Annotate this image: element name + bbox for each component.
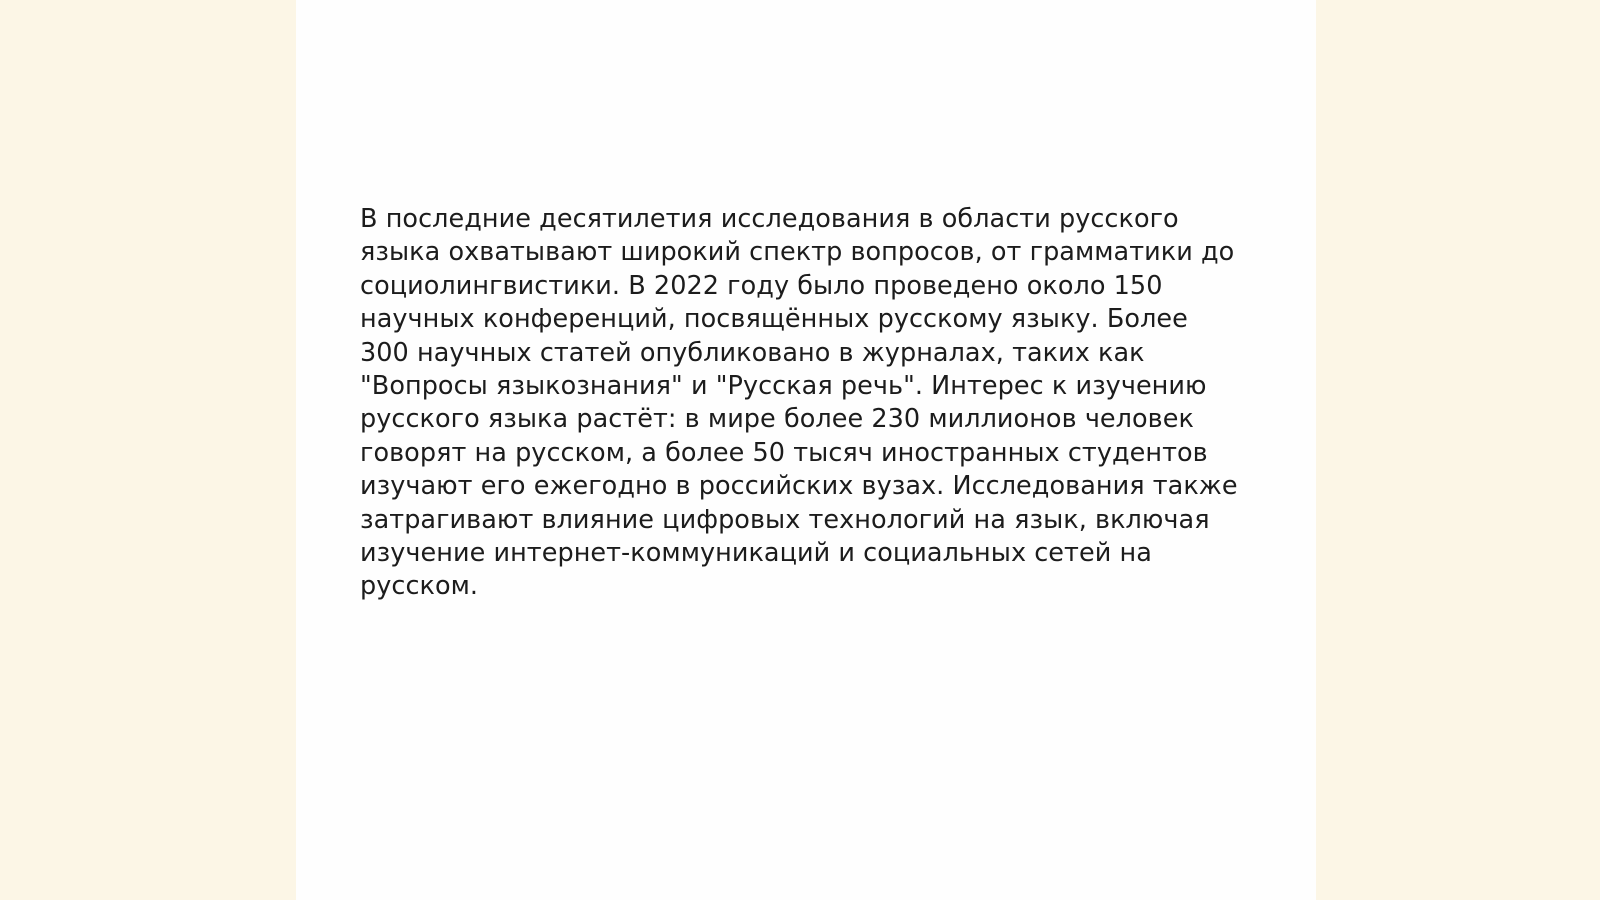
left-background <box>0 0 296 900</box>
document-page <box>296 0 1316 900</box>
right-background <box>1316 0 1600 900</box>
body-paragraph: В последние десятилетия исследования в области русского языка охватывают широкий спектр вопросов, от грамматики до социолингвистики. В 2022 году было проведено около 150 научных конференций, посвящённых русскому языку. Более 300 научных статей опубликовано в журналах, таких как "Вопросы языкознания" и "Русская речь". Интерес к изучению русского языка растёт: в мире более 230 миллионов человек говорят на русском, а более 50 тысяч иностранных студентов изучают его ежегодно в российских вузах. Исследования также затрагивают влияние цифровых технологий на язык, включая изучение интернет-коммуникаций и социальных сетей на русском. <box>360 204 1238 602</box>
